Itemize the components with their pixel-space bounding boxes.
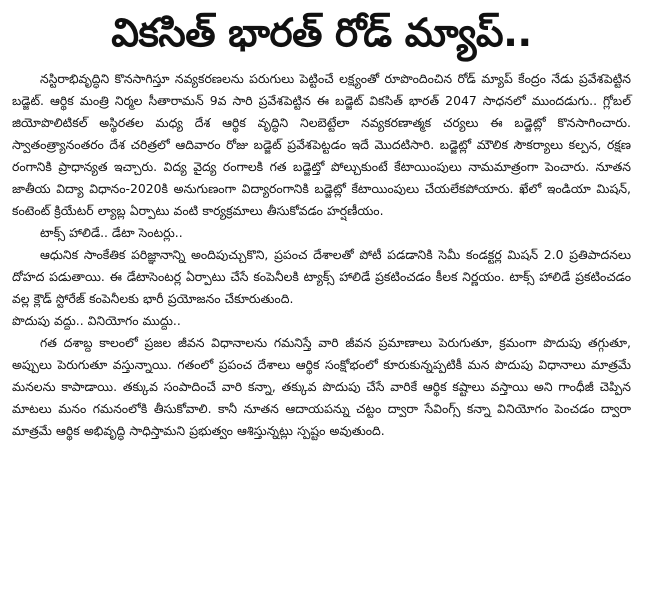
article-body [12,68,631,442]
article-paragraph-savings: గత దశాబ్ద కాలంలో ప్రజల జీవన విధానాలను గమనిస్తే వారి జీవన ప్రమాణాలు పెరుగుతూ, క్రమంగా పొదుపు తగ్గుతూ, అప్పులు పెరుగుతూ వస్తున్నాయి. గతంలో ప్రపంచ దేశాలు ఆర్థిక సంక్షోభంలో కూరుకున్నప్పటికీ మన పొదుపు విధానాలు మాత్రమే మనలను కాపాడాయి. తక్కువ సంపాదించే వారి కన్నా, తక్కువ పొదుపు చేసే వారికే ఆర్థిక కష్టాలు వస్తాయి అని గాంధీజీ చెప్పిన మాటలు మనం గమనంలోకి తీసుకోవాలి. కానీ నూతన ఆదాయపన్ను చట్టం ద్వారా సేవింగ్స్ కన్నా వినియోగం పెంచడం ద్వారా మాత్రమే ఆర్థిక అభివృద్ధి సాధిస్తామని ప్రభుత్వం ఆశిస్తున్నట్లు స్పష్టం అవుతుంది. [12,335,631,438]
article-headline: వికసిత్ భారత్ రోడ్ మ్యాప్.. [111,10,532,56]
article-paragraph-data-centers: ఆధునిక సాంకేతిక పరిజ్ఞానాన్ని అందిపుచ్చుకొని, ప్రపంచ దేశాలతో పోటీ పడడానికి సెమీ కండక్టర్ల మిషన్ 2.0 ప్రతిపాదనలు దోహద పడుతాయి. ఈ డేటాసెంటర్ల ఏర్పాటు చేసే కంపెనీలకి ట్యాక్స్ హాలిడే ప్రకటించడం కీలక నిర్ణయం. టాక్స్ హాలిడే ప్రకటించడం వల్ల క్లౌడ్ స్టోరేజ్ కంపెనీలకు భారీ ప్రయోజనం చేకూరుతుంది. [12,247,631,306]
article-paragraph-intro: నస్టిరాభివృద్ధిని కొనసాగిస్తూ నవ్యకరణలను పరుగులు పెట్టించే లక్ష్యంతో రూపొందించిన రోడ్ మ్యాప్ కేంద్రం నేడు ప్రవేశపెట్టిన బడ్జెట్. ఆర్థిక మంత్రి నిర్మల సీతారామన్ 9వ సారి ప్రవేశపెట్టిన ఈ బడ్జెట్ వికసిత్ భారత్ 2047 సాధనలో ముందడుగు.. గ్లోబల్ జియోపొలిటికల్ అస్థిరతల మధ్య దేశ ఆర్థిక వృద్ధిని నిలబెట్టేలా నవ్యకరణాత్మక చర్యలు ఈ బడ్జెట్లో కొనసాగించారు. స్వాతంత్ర్యానంతరం దేశ చరిత్రలో ఆదివారం రోజు బడ్జెట్ ప్రవేశపెట్టడం ఇదే మొదటిసారి. బడ్జెట్లో మౌలిక సౌకర్యాలు కల్పన, రక్షణ రంగానికి ప్రాధాన్యత ఇచ్చారు. విద్య వైద్య రంగాలకి గత బడ్జెట్తో పోల్చుకుంటే కేటాయింపులు నామమాత్రంగా పెంచారు. నూతన జాతీయ విద్యా విధానం-2020కి అనుగుణంగా విద్యారంగానికి బడ్జెట్లో కేటాయింపులు చేయలేకపోయారు. ఖేలో ఇండియా మిషన్, కంటెంట్ క్రియేటర్ ల్యాబ్ల ఏర్పాటు వంటి కార్యక్రమాలు తీసుకోవడం హర్షణీయం. [12,71,631,218]
section-subhead-tax-holiday: టాక్స్ హాలిడే.. డేటా సెంటర్లు.. [40,225,183,240]
section-subhead-savings: పొదుపు వద్దు.. వినియోగం ముద్దు.. [12,313,181,328]
